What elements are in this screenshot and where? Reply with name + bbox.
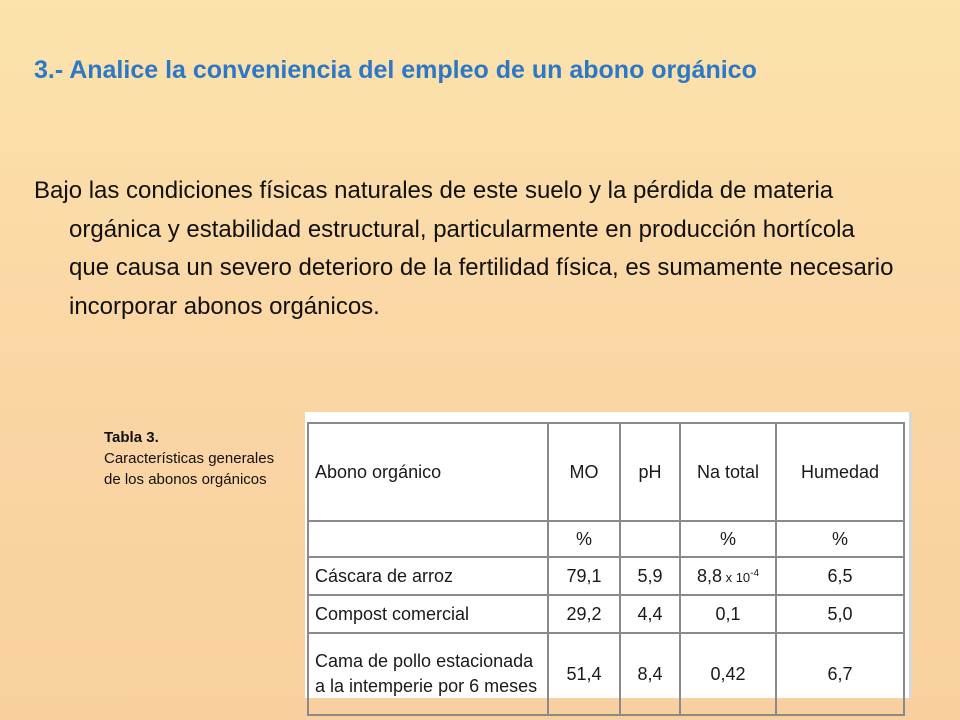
na-sci-exponent: -4 [750, 567, 760, 579]
row-ph-cell: 5,9 [620, 557, 680, 595]
unit-cell-mo: % [548, 521, 620, 557]
row-mo-cell: 29,2 [548, 595, 620, 633]
row-mo-cell: 51,4 [548, 633, 620, 715]
body-paragraph: Bajo las condiciones físicas naturales de este suelo y la pérdida de materia orgánica y estabilidad estructural, particularmente en producción hortícola que causa un severo deterioro de la fertilidad física, es sumamente necesario incorporar abonos orgánicos. [34, 177, 894, 320]
caption-text: Características generales de los abonos orgánicos [104, 450, 275, 488]
table-row [308, 595, 904, 633]
header-cell-ph: pH [620, 423, 680, 521]
header-cell-humedad: Humedad [776, 423, 904, 521]
header-cell-abono: Abono orgánico [308, 423, 548, 521]
na-sci-suffix: x 10 [721, 569, 751, 585]
header-cell-na: Na total [680, 423, 776, 521]
row-na-cell [680, 557, 776, 595]
table-row [308, 633, 904, 715]
row-ph-cell: 8,4 [620, 633, 680, 715]
row-name-cell: Cáscara de arroz [308, 557, 548, 595]
na-base-value: 8,8 [696, 565, 722, 586]
row-name-cell: Compost comercial [308, 595, 548, 633]
row-name-cell: Cama de pollo estacionada a la intemperie por 6 meses [308, 633, 548, 715]
fertilizer-table [307, 422, 905, 716]
table-caption [104, 427, 289, 490]
row-humedad-cell: 6,5 [776, 557, 904, 595]
table-units-row [308, 521, 904, 557]
unit-cell-humedad: % [776, 521, 904, 557]
row-humedad-cell: 5,0 [776, 595, 904, 633]
row-mo-cell: 79,1 [548, 557, 620, 595]
table-header-row [308, 423, 904, 521]
unit-cell-abono [308, 521, 548, 557]
unit-cell-na: % [680, 521, 776, 557]
row-ph-cell: 4,4 [620, 595, 680, 633]
row-na-cell: 0,42 [680, 633, 776, 715]
unit-cell-ph [620, 521, 680, 557]
table-row [308, 557, 904, 595]
header-cell-mo: MO [548, 423, 620, 521]
table-frame [305, 412, 912, 698]
row-humedad-cell: 6,7 [776, 633, 904, 715]
slide-heading: 3.- Analice la conveniencia del empleo de un abono orgánico [34, 56, 757, 84]
row-na-cell: 0,1 [680, 595, 776, 633]
caption-title: Tabla 3. [104, 429, 159, 446]
